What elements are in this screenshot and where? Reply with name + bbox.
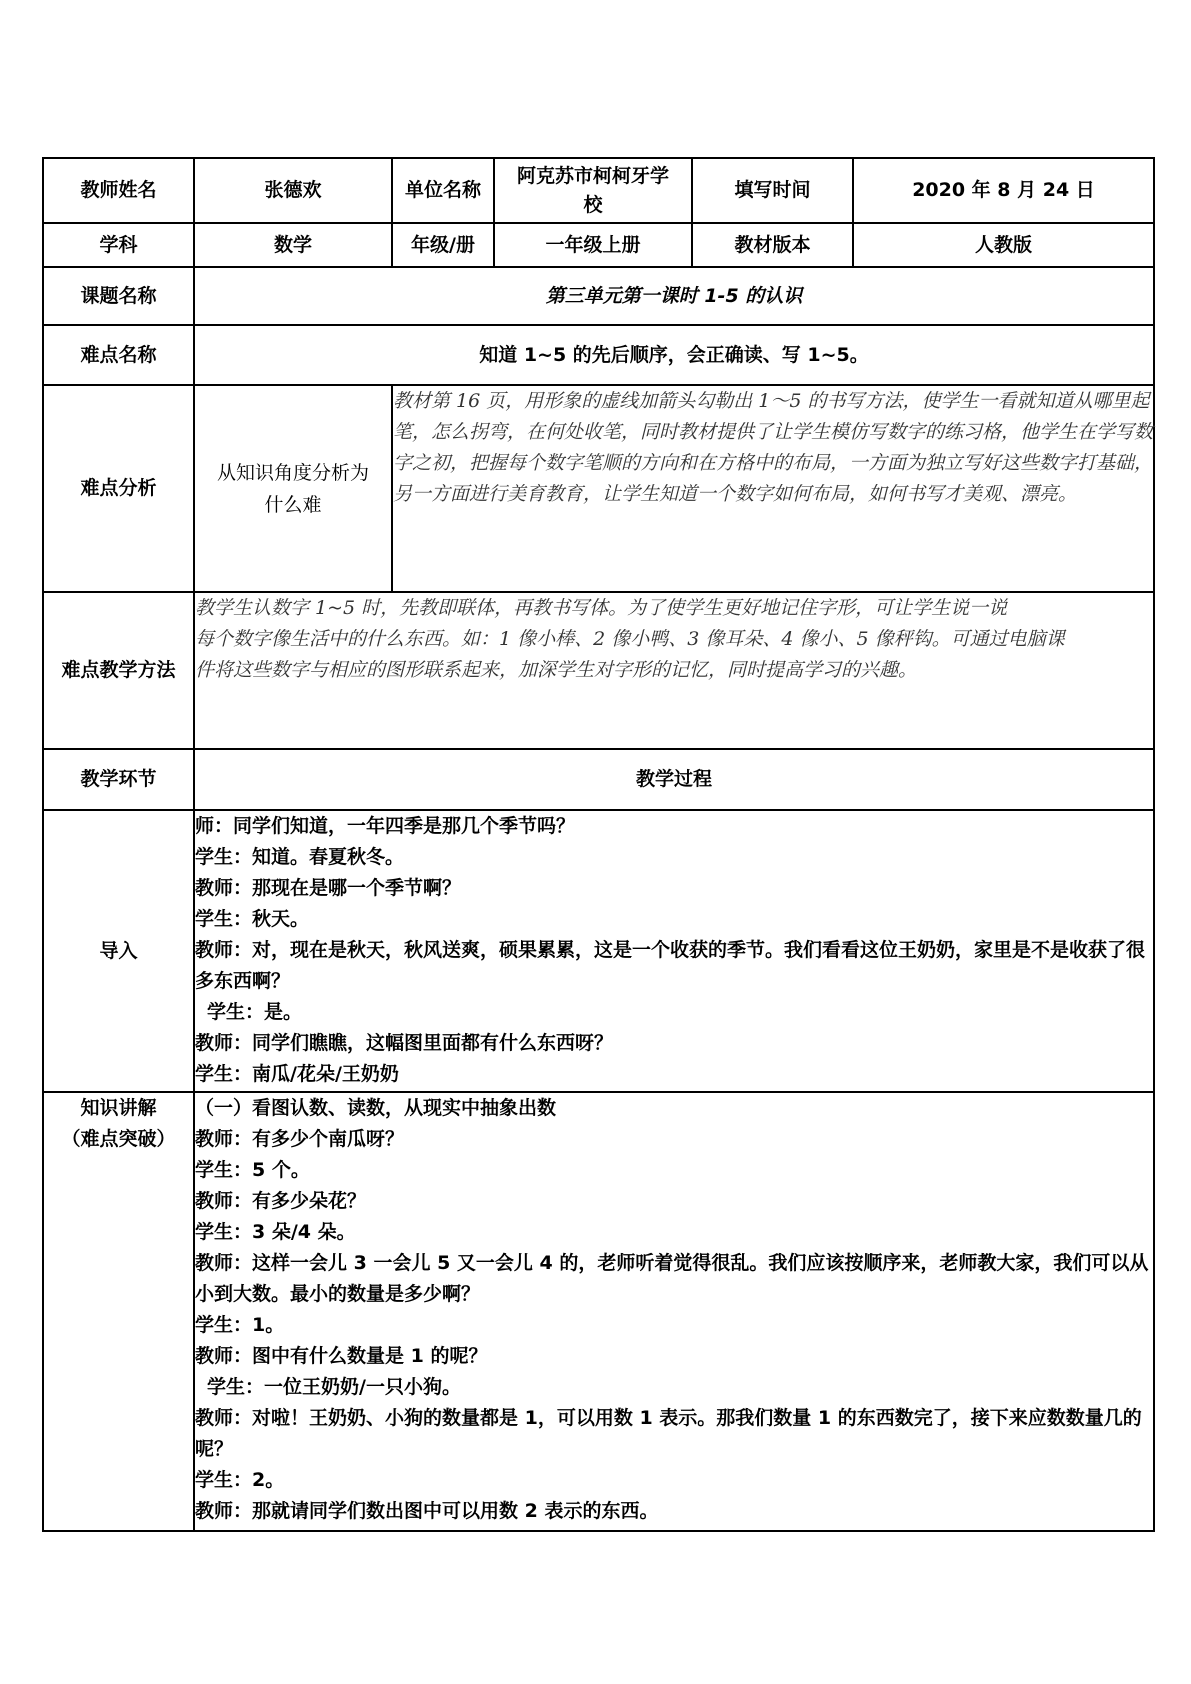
- row-intro: [43, 810, 1154, 1092]
- method-line: 每个数字像生活中的什么东西。如：1 像小棒、2 像小鸭、3 像耳朵、4 像小、5 像秤钩。可通过电脑课: [195, 628, 1065, 650]
- method-text: [194, 592, 1154, 749]
- dialogue-line: 学生：知道。春夏秋冬。: [195, 846, 405, 868]
- teacher-name-label: 教师姓名: [43, 158, 194, 223]
- method-line: 件将这些数字与相应的图形联系起来，加深学生对字形的记忆，同时提高学习的兴趣。: [195, 659, 918, 681]
- unit-name-value: 阿克苏市柯柯牙学校: [494, 158, 692, 223]
- row-process-header: [43, 749, 1154, 810]
- row-method: [43, 592, 1154, 749]
- subject-label: 学科: [43, 223, 194, 267]
- teacher-name-value: 张德欢: [194, 158, 392, 223]
- intro-dialogue: [194, 810, 1154, 1092]
- difficulty-label: 难点名称: [43, 325, 194, 385]
- dialogue-line: 教师：有多少朵花？: [195, 1190, 367, 1212]
- unit-name-label: 单位名称: [392, 158, 494, 223]
- knowledge-dialogue: [194, 1092, 1154, 1531]
- row-topic: [43, 267, 1154, 325]
- edition-value: 人教版: [853, 223, 1154, 267]
- analysis-label: 难点分析: [43, 385, 194, 592]
- dialogue-line: 学生：2。: [195, 1469, 285, 1491]
- stage-label: 教学环节: [43, 749, 194, 810]
- dialogue-line: 教师：那就请同学们数出图中可以用数 2 表示的东西。: [195, 1500, 659, 1522]
- difficulty-value: 知道 1~5 的先后顺序，会正确读、写 1~5。: [194, 325, 1154, 385]
- knowledge-label-line: （难点突破）: [61, 1128, 176, 1150]
- knowledge-label-line: 知识讲解: [80, 1097, 157, 1119]
- edition-label: 教材版本: [692, 223, 853, 267]
- process-label: 教学过程: [194, 749, 1154, 810]
- knowledge-label: [43, 1092, 194, 1531]
- dialogue-line: 学生：一位王奶奶/一只小狗。: [207, 1376, 461, 1398]
- topic-label: 课题名称: [43, 267, 194, 325]
- topic-value: 第三单元第一课时 1-5 的认识: [194, 267, 1154, 325]
- dialogue-line: 教师：有多少个南瓜呀？: [195, 1128, 405, 1150]
- dialogue-line: 学生：是。: [207, 1001, 303, 1023]
- dialogue-line: 教师：那现在是哪一个季节啊？: [195, 877, 462, 899]
- fill-date-value: 2020 年 8 月 24 日: [853, 158, 1154, 223]
- dialogue-line: 学生：1。: [195, 1314, 285, 1336]
- analysis-sub-label: 从知识角度分析为什么难: [194, 385, 392, 592]
- dialogue-line: 学生：3 朵/4 朵。: [195, 1221, 356, 1243]
- dialogue-line: 教师：图中有什么数量是 1 的呢？: [195, 1345, 488, 1367]
- dialogue-line: 教师：同学们瞧瞧，这幅图里面都有什么东西呀？: [195, 1032, 614, 1054]
- fill-date-label: 填写时间: [692, 158, 853, 223]
- grade-value: 一年级上册: [494, 223, 692, 267]
- dialogue-line: 教师：对，现在是秋天，秋风送爽，硕果累累，这是一个收获的季节。我们看看这位王奶奶，家里是不是收获了很多东西啊？: [195, 939, 1146, 992]
- lesson-plan-table: [42, 157, 1155, 1532]
- dialogue-line: 教师：对啦！王奶奶、小狗的数量都是 1，可以用数 1 表示。那我们数量 1 的东西数完了，接下来应数数量几的呢？: [195, 1407, 1142, 1460]
- row-difficulty: [43, 325, 1154, 385]
- method-label: 难点教学方法: [43, 592, 194, 749]
- dialogue-line: 师：同学们知道，一年四季是那几个季节吗？: [195, 815, 576, 837]
- analysis-text: 教材第 16 页，用形象的虚线加箭头勾勒出 1～5 的书写方法，使学生一看就知道从哪里起笔，怎么拐弯，在何处收笔，同时教材提供了让学生模仿写数字的练习格，他学生在学写数字之初，把握每个数字笔顺的方向和在方格中的布局，一方面为独立写好这些数字打基础，另一方面进行美育教育，让学生知道一个数字如何布局，如何书写才美观、漂亮。: [392, 385, 1154, 592]
- dialogue-line: 学生：秋天。: [195, 908, 310, 930]
- dialogue-line: 教师：这样一会儿 3 一会儿 5 又一会儿 4 的，老师听着觉得很乱。我们应该按顺序来，老师教大家，我们可以从小到大数。最小的数量是多少啊？: [195, 1252, 1149, 1305]
- row-teacher-info: [43, 158, 1154, 223]
- dialogue-line: 学生：5 个。: [195, 1159, 310, 1181]
- row-knowledge: [43, 1092, 1154, 1531]
- method-line: 教学生认数字 1~5 时，先教即联体，再教书写体。为了使学生更好地记住字形，可让学生说一说: [195, 597, 1008, 619]
- dialogue-line: （一）看图认数、读数，从现实中抽象出数: [195, 1097, 557, 1119]
- subject-value: 数学: [194, 223, 392, 267]
- row-analysis: [43, 385, 1154, 592]
- dialogue-line: 学生：南瓜/花朵/王奶奶: [195, 1063, 399, 1085]
- row-subject-info: [43, 223, 1154, 267]
- intro-label: 导入: [43, 810, 194, 1092]
- grade-label: 年级/册: [392, 223, 494, 267]
